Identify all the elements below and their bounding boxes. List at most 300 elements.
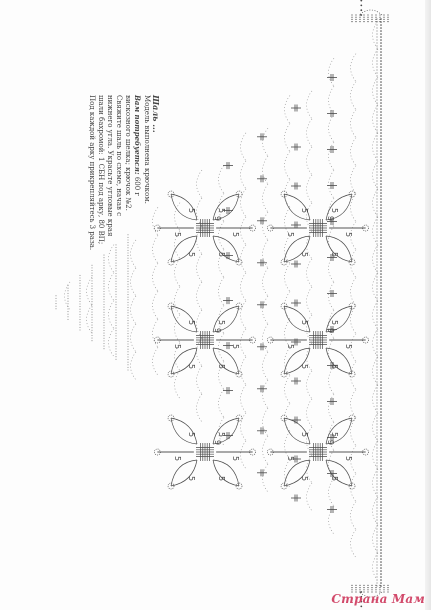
chain-dot (376, 492, 377, 493)
chain-dot (376, 369, 377, 370)
chain-dot (376, 225, 377, 226)
chain-dot (376, 207, 377, 208)
mesh-arch (285, 376, 291, 404)
chain-dot (376, 327, 377, 328)
chain-dot (376, 111, 377, 112)
chain-dot (380, 498, 382, 500)
mesh-arch (241, 385, 247, 413)
mesh-arch (351, 530, 357, 558)
chain-dot (376, 159, 377, 160)
chain-dot (103, 335, 104, 336)
chain-dot (380, 375, 382, 377)
mesh-arch (241, 441, 247, 469)
chain-dot (380, 378, 382, 380)
chain-dot (115, 302, 116, 303)
chain-dot (351, 589, 352, 590)
chain-dot (376, 375, 377, 376)
chain-dot (376, 558, 377, 559)
chain-dot (376, 576, 377, 577)
chain-dot (376, 141, 377, 142)
chain-dot (127, 323, 128, 324)
stitch-count-label: 5 (300, 208, 309, 214)
chain-dot (91, 338, 92, 339)
chain-dot (376, 381, 377, 382)
chain-dot (79, 290, 80, 291)
chain-dot (380, 516, 382, 518)
mesh-arch (219, 221, 225, 249)
chain-dot (376, 300, 377, 301)
chain-dot (376, 294, 377, 295)
chain-dot (380, 450, 382, 452)
chain-dot (127, 317, 128, 318)
chain-dot (376, 51, 377, 52)
chain-dot (376, 162, 377, 163)
chain-dot (67, 288, 68, 289)
chain-dot (376, 213, 377, 214)
chain-dot (380, 522, 382, 524)
mesh-arch (197, 170, 203, 198)
chain-dot (376, 318, 377, 319)
chain-dot (376, 546, 377, 547)
chain-dot (79, 311, 80, 312)
chain-dot (91, 314, 92, 315)
petal-stroke (213, 460, 239, 486)
chain-dot (376, 102, 377, 103)
mesh-arches-layer (42, 0, 382, 610)
chain-dot (79, 309, 80, 310)
mesh-arch (241, 301, 247, 329)
chain-dot (376, 420, 377, 421)
chain-dot (380, 123, 382, 125)
chain-dot (67, 314, 68, 315)
chain-dot (380, 333, 382, 335)
chain-dot (380, 336, 382, 338)
chain-dot (379, 19, 380, 20)
chain-dot (380, 285, 382, 287)
chain-dot (380, 81, 382, 83)
chain-dot (376, 255, 377, 256)
chain-dot (380, 249, 382, 251)
chain-dot (376, 390, 377, 391)
chain-dot (380, 87, 382, 89)
chain-dot (355, 585, 356, 586)
chain-dot (380, 576, 382, 578)
chain-dot (380, 291, 382, 293)
mesh-arch (175, 287, 181, 315)
chain-dot (380, 534, 382, 536)
chain-dot (376, 105, 377, 106)
chain-dot (380, 132, 382, 134)
materials-line (132, 95, 142, 295)
chain-dot (380, 24, 382, 26)
chain-dot (380, 84, 382, 86)
chain-dot (376, 57, 377, 58)
chain-dot (91, 330, 92, 331)
chain-dot (379, 587, 380, 588)
mesh-arch (109, 301, 115, 329)
chain-dot (380, 519, 382, 521)
chain-dot (127, 362, 128, 363)
chain-dot (115, 341, 116, 342)
chain-dot (376, 363, 377, 364)
chain-dot (376, 303, 377, 304)
chain-dot (376, 345, 377, 346)
chain-dot (380, 537, 382, 539)
chain-dot (359, 587, 360, 588)
chain-dot (79, 322, 80, 323)
chain-dot (79, 293, 80, 294)
petal-stroke (171, 194, 197, 220)
chain-dot (380, 258, 382, 260)
mesh-arch (197, 366, 203, 394)
mesh-arch (351, 390, 357, 418)
chain-dot (380, 108, 382, 110)
stitch-count-label: 5 (286, 232, 295, 238)
flower-motif (154, 191, 255, 265)
chain-dot (380, 243, 382, 245)
chain-dot (127, 302, 128, 303)
chain-dot (376, 264, 377, 265)
chain-dot (376, 579, 377, 580)
chain-dot (375, 21, 376, 22)
mesh-arch (307, 91, 313, 119)
chain-dot (375, 587, 376, 588)
chain-dot (376, 477, 377, 478)
flower-motif (154, 415, 255, 489)
mesh-arch (351, 502, 357, 530)
chain-dot (376, 498, 377, 499)
chain-dot (380, 183, 382, 185)
mesh-arch (307, 147, 313, 175)
chain-dot (375, 14, 376, 15)
chain-dot (103, 301, 104, 302)
chain-dot (380, 477, 382, 479)
chain-dot (376, 426, 377, 427)
chain-dot (103, 314, 104, 315)
chain-dot (376, 339, 377, 340)
chain-dot (379, 21, 380, 22)
chain-dot (380, 66, 382, 68)
chain-dot (380, 567, 382, 569)
chain-dot (376, 306, 377, 307)
chain-dot (91, 319, 92, 320)
chain-dot (380, 273, 382, 275)
chain-dots-layer (43, 0, 389, 610)
chain-dot (380, 558, 382, 560)
chain-dot (115, 335, 116, 336)
chain-dot (363, 17, 364, 18)
chain-dot (115, 338, 116, 339)
chain-dot (375, 17, 376, 18)
chain-dot (376, 231, 377, 232)
chain-dot (115, 296, 116, 297)
chain-dot (380, 141, 382, 143)
chain-dot (79, 296, 80, 297)
stitch-count-label: 5 (173, 344, 182, 350)
chain-dot (380, 33, 382, 35)
chain-dot (103, 333, 104, 334)
chain-dot (127, 315, 128, 316)
chain-dot (380, 408, 382, 410)
chain-dot (380, 348, 382, 350)
chain-dot (376, 417, 377, 418)
chain-dot (376, 243, 377, 244)
chain-dot (376, 123, 377, 124)
chain-dot (376, 24, 377, 25)
chain-dot (380, 381, 382, 383)
stitch-count-label: 5 (187, 208, 196, 214)
stitch-count-label: 5 (231, 232, 240, 238)
chain-dot (380, 264, 382, 266)
chain-dot (376, 471, 377, 472)
mesh-arch (307, 287, 313, 315)
chain-dot (376, 234, 377, 235)
chain-dot (380, 126, 382, 128)
chain-dot (380, 129, 382, 131)
chain-dot (380, 192, 382, 194)
chain-dot (376, 153, 377, 154)
chain-dot (67, 306, 68, 307)
stitch-count-label: 5 (344, 232, 353, 238)
chain-dot (380, 561, 382, 563)
chain-dot (380, 114, 382, 116)
stitch-count-label: 5 (300, 320, 309, 326)
chain-dot (376, 525, 377, 526)
flower-motif (267, 415, 368, 489)
chain-dot (376, 240, 377, 241)
chain-dot (79, 329, 80, 330)
chain-dot (380, 111, 382, 113)
chain-dot (379, 585, 380, 586)
chain-dot (376, 342, 377, 343)
chain-dot (376, 516, 377, 517)
chain-dot (380, 435, 382, 437)
chain-dot (79, 275, 80, 276)
petal-stroke (284, 306, 310, 332)
chain-dot (380, 255, 382, 257)
instruction-line-4: Под каждой арку прикрепляйтесь 3 раза. (88, 95, 96, 251)
chain-dot (363, 21, 364, 22)
stitch-count-label: 5 (187, 320, 196, 326)
chain-dot (376, 30, 377, 31)
stitch-count-label: 5 (330, 320, 339, 326)
mesh-arch (263, 128, 269, 156)
chain-dot (380, 270, 382, 272)
chain-dot (380, 48, 382, 50)
chain-dot (383, 14, 384, 15)
chain-dot (376, 309, 377, 310)
chain-dot (363, 19, 364, 20)
chain-dot (359, 585, 360, 586)
chain-dot (91, 296, 92, 297)
chain-dot (376, 321, 377, 322)
chain-dot (115, 354, 116, 355)
chain-dot (115, 304, 116, 305)
chain-dot (376, 189, 377, 190)
chain-dot (380, 165, 382, 167)
mesh-arch (263, 296, 269, 324)
stitch-count-label: 5 (187, 476, 196, 482)
chain-dot (380, 177, 382, 179)
chain-dot (367, 19, 368, 20)
chain-dot (376, 150, 377, 151)
chain-dot (79, 324, 80, 325)
chain-dot (380, 507, 382, 509)
mesh-arch (175, 259, 181, 287)
chain-dot (355, 21, 356, 22)
chain-dot (355, 589, 356, 590)
chain-dot (376, 27, 377, 28)
chain-dot (380, 399, 382, 401)
chain-dot (380, 219, 382, 221)
chain-dot (376, 432, 377, 433)
chain-dot (376, 474, 377, 475)
stitch-count-label: 5 (187, 432, 196, 438)
mesh-arch (241, 357, 247, 385)
mesh-arch (351, 166, 357, 194)
chain-dot (91, 340, 92, 341)
chain-dot (91, 306, 92, 307)
petal-stroke (284, 236, 310, 262)
chain-dot (376, 156, 377, 157)
chain-dot (376, 261, 377, 262)
chain-dot (380, 330, 382, 332)
chain-dot (91, 322, 92, 323)
chain-dot (380, 441, 382, 443)
chain-dot (376, 69, 377, 70)
chain-dot (103, 325, 104, 326)
stitch-count-label: 5 (286, 456, 295, 462)
chain-dot (380, 51, 382, 53)
chain-dot (376, 507, 377, 508)
chain-dot (380, 174, 382, 176)
chain-dot (376, 198, 377, 199)
chain-dot (376, 531, 377, 532)
chain-dot (376, 291, 377, 292)
chain-dot (376, 501, 377, 502)
instruction-line-1: Свяжите шаль по схеме, начав с (115, 95, 123, 217)
chain-dot (360, 0, 362, 2)
chain-dot (103, 309, 104, 310)
chain-dot (371, 19, 372, 20)
chain-dot (376, 132, 377, 133)
chain-dot (380, 228, 382, 230)
chain-dot (376, 276, 377, 277)
chain-dot (376, 39, 377, 40)
mesh-arch (351, 54, 357, 82)
chain-dot (380, 102, 382, 104)
chain-dot (115, 348, 116, 349)
chain-dot (376, 519, 377, 520)
chain-dot (79, 288, 80, 289)
chain-dot (79, 298, 80, 299)
chain-dot (91, 325, 92, 326)
chain-dot (359, 17, 360, 18)
chain-dot (371, 21, 372, 22)
mesh-arch (241, 245, 247, 273)
chain-dot (380, 63, 382, 65)
chain-dot (380, 360, 382, 362)
mesh-arch (329, 366, 335, 394)
chain-dot (376, 489, 377, 490)
chain-dot (363, 587, 364, 588)
chain-dot (115, 312, 116, 313)
mesh-arch (307, 399, 313, 427)
stitch-count-label: 5 (187, 364, 196, 370)
chain-dot (376, 219, 377, 220)
chain-dot (351, 14, 352, 15)
chain-dot (380, 492, 382, 494)
chain-dot (379, 17, 380, 18)
petal-stroke (284, 460, 310, 486)
chain-dot (376, 549, 377, 550)
chain-dot (380, 414, 382, 416)
mesh-arch (351, 82, 357, 110)
chain-dot (376, 468, 377, 469)
chain-dot (103, 307, 104, 308)
chain-dot (376, 372, 377, 373)
chain-dot (376, 210, 377, 211)
chain-dot (380, 444, 382, 446)
chain-dot (380, 135, 382, 137)
chain-dot (115, 351, 116, 352)
chain-dot (380, 372, 382, 374)
chain-dot (376, 543, 377, 544)
chain-dot (115, 330, 116, 331)
chain-dot (351, 585, 352, 586)
chain-dot (367, 17, 368, 18)
chain-dot (367, 21, 368, 22)
chain-dot (380, 438, 382, 440)
chain-dot (380, 138, 382, 140)
chain-dot (376, 387, 377, 388)
chain-dot (376, 438, 377, 439)
chain-dot (355, 587, 356, 588)
chain-dot (376, 396, 377, 397)
chain-dot (380, 552, 382, 554)
chain-dot (380, 396, 382, 398)
chain-dot (376, 537, 377, 538)
mesh-arch (351, 362, 357, 390)
mesh-arch (197, 282, 203, 310)
stitch-count-label: 5 (330, 208, 339, 214)
chain-dot (127, 369, 128, 370)
chain-dot (115, 322, 116, 323)
chain-dot (127, 304, 128, 305)
chain-dot (380, 171, 382, 173)
mesh-arch (285, 180, 291, 208)
stitch-count-label: 5 (344, 456, 353, 462)
chain-dot (376, 147, 377, 148)
mesh-arch (241, 329, 247, 357)
chain-dot (376, 315, 377, 316)
stitch-count-label: 5 (217, 432, 226, 438)
chain-dot (376, 249, 377, 250)
yarn-line: вискозного шелка; крючок №2. (124, 95, 132, 211)
mesh-arch (285, 348, 291, 376)
chain-dot (376, 528, 377, 529)
chain-dot (379, 589, 380, 590)
chain-dot (103, 322, 104, 323)
mesh-arch (197, 394, 203, 422)
chain-dot (376, 180, 377, 181)
mesh-arch (307, 371, 313, 399)
chain-dot (376, 450, 377, 451)
chain-dot (380, 60, 382, 62)
chain-dot (376, 351, 377, 352)
chain-dot (380, 579, 382, 581)
chain-dot (55, 308, 56, 309)
